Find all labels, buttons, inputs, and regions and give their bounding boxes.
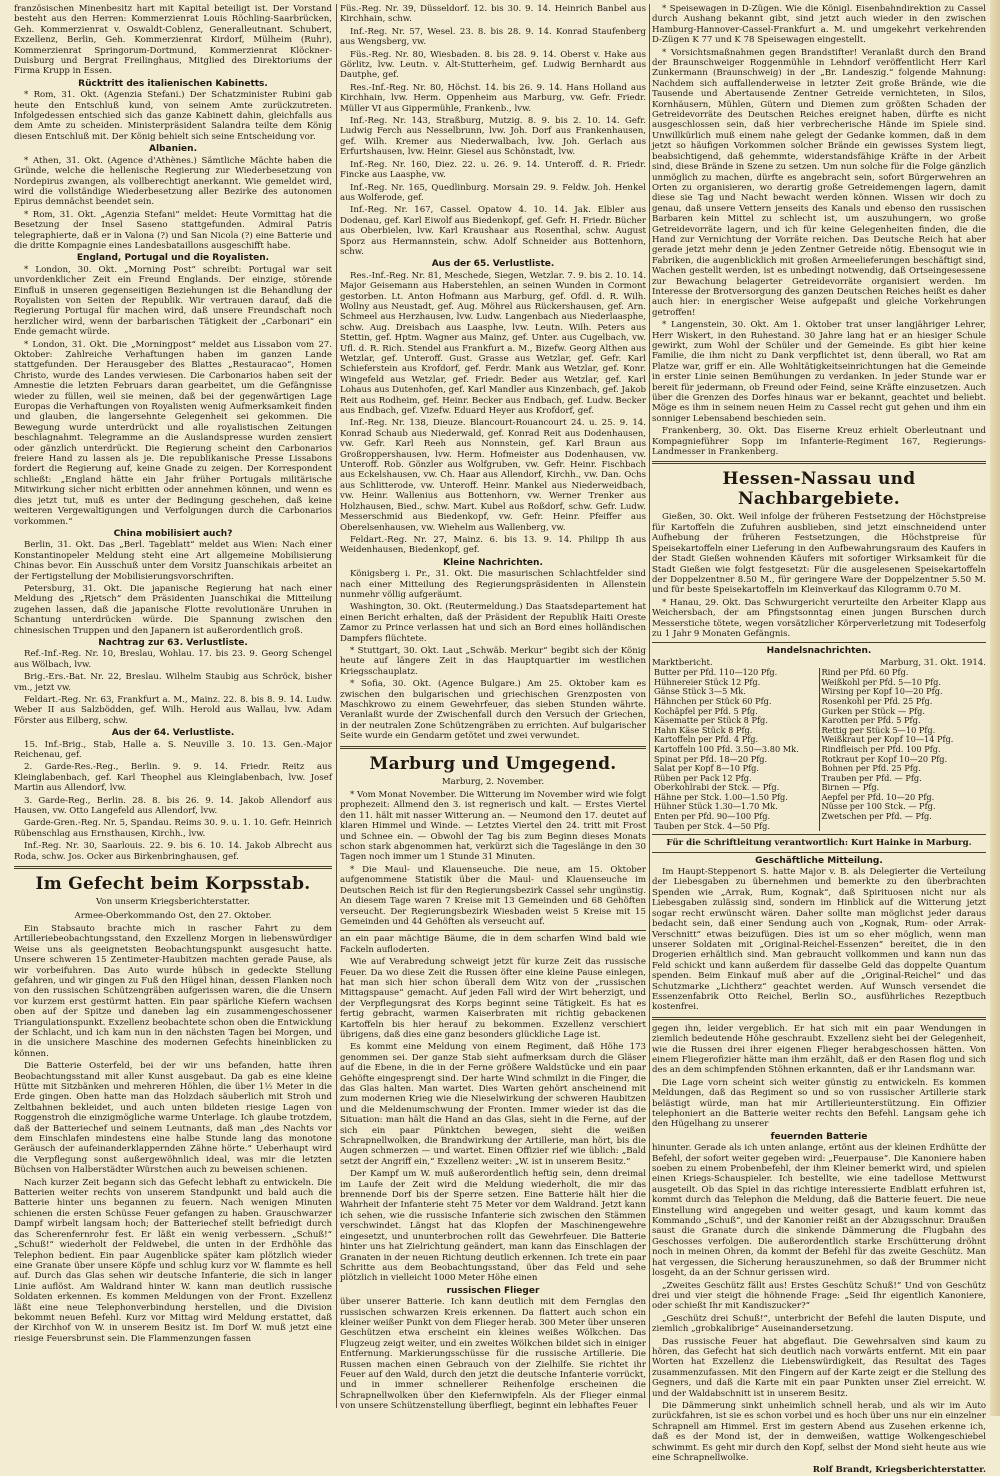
section-headline: Marburg und Umgegend. [369,753,617,774]
paragraph: über unserer Batterie. Ich kann deutlich mit dem Fernglas den russischen schwarzen Kreis erkennen. Da flattert auch schon ein kleiner weißer Punkt von dem Flieger herab. 300 Meter über unseren Geschützen etwa erscheint ein kleines weißes Wölkchen. Das Flugzeug zeigt weiter, und ein zweites Wölkchen bildet sich in einiger Entfernung. Markierungsschüsse für die russische Artillerie. Die Russen machen einen Gebrauch von der Zielhilfe. Sie richtet ihr Feuer auf den Wald, durch den jetzt die deutsche Infanterie vorrückt, und in immer schnellerer Reihenfolge erscheinen die Schrapnellwolken über den Kiefernwipfeln. Als der Flieger einmal von unsere Schützenstellung überfliegt, beginnt ein lebhaftes Feuer [340,1297,646,1412]
divider [14,866,332,869]
editor-note: Für die Schriftleitung verantwortlich: Kurt Hainke in Marburg. [666,838,972,849]
subheading: China mobilisiert auch? [113,528,233,539]
casualty-entry: Brig.-Ers.-Bat. Nr. 22, Breslau. Wilhelm Staubig aus Schröck, bisher vm., jetzt vw. [14,672,332,693]
paragraph: * London, 31. Okt. Die „Morningpost“ meldet aus Lissabon vom 27. Oktober: Zahlreiche Verhaftungen haben im ganzen Lande stattgefunden. Der Herausgeber des Blattes „Restauracao“, Homen Christo, wurde des Landes verwiesen. Die Carbonarios haben seit der Amnestie die letzten Februars daran gearbeitet, um die Gefängnisse wieder zu füllen, weil sie meinen, daß bei der gegenwärtigen Lage Europas die Verhaftungen von Royalisten wenig Aufmerksamkeit finden und glauben, die langersehnte Gelegenheit sei gekommen. Die Bewegung wurde unterdrückt und alle royalistischen Zeitungen beschlagnahmt. Telegramme an die Auslandspresse wurden zensiert oder gänzlich unterdrückt. Die Regierung scheint den Carbonarios freiere Hand zu lassen als je. Die republikanische Presse Lissabons fordert die Regierung auf, keine Gnade zu zeigen. Der Korrespondent schließt: „England hätte ein Jahr früher Portugals militärische Mitwirkung sicher nicht erbitten oder annehmen können, und wenn es dies jetzt tut, muß es unter der Bedingung geschehen, daß keine weiteren Vergewaltigungen und Verfolgungen durch die Carbonarios vorkommen.“ [14,339,332,527]
casualty-entry: Res.-Inf.-Reg. Nr. 80, Höchst. 14. bis 26. 9. 14. Hans Holland aus Kirchhain, lvw. Herm. Oppenheim aus Marburg, vw. Gefr. Friedr. Müller VI aus Gippermühle, Frankenb., lvw. [340,82,646,114]
paragraph: Der Kampf um W. muß außerordentlich heftig sein, denn dreimal im Laufe der Zeit wird die Meldung wiederholt, die mir das brennende Dorf bis der Sperre setzen. Eine Batterie hält hier die Wahrheit der Infanterie steht 75 Meter vor dem Waldrand. Jetzt kann ich sehen, wie die russische Infanterie sich zwischen den Stämmen verschwindet. Längst hat das Klopfen der Maschinengewehre eingesetzt, und ununterbrochen rollt das Gewehrfeuer. Die Batterie hinter uns hat Zielrichtung geändert, man kann das Einschlagen der Granaten in der neuen Richtung deutlich erkennen. Ich trete ein paar Schritte aus dem Beobachtungsstand, über das Feld und sehe plötzlich in vielleicht 1000 Meter Höhe einen [340,1169,646,1284]
casualty-entry: Inf.-Reg. Nr. 138, Dieuze. Blancourt-Rouancourt 24. u. 25. 9. 14. Konrad Schaub aus Niederwald, gef. Konrad Reit aus Dodenhausen, vw. Gefr. Karl Reeh aus Nonnstein, gef. Karl Braun aus Großroppershausen, lvw. Herm. Hofmeister aus Dodenhausen, vw. Unteroff. Rob. Gönzler aus Wolfgruben, vw. Gefr. Heinr. Fischbach aus Eckelshausen, vw. Ch. Haar aus Allendorf, Kirchh., vw. Dan. Ochs aus Schlitterode, vw. Unteroff. Heinr. Mankel aus Niederweidbach, vw. Heinr. Wallenius aus Bottenhorn, vw. Werner Trenker aus Holzhausen, Bied., schw. Mart. Kubel aus Roßdorf, schw. Gefr. Ludw. Messerschmid aus Biedenkopf, vw. Gefr. Heinr. Pfeiffer aus Oberelsenhausen, vw. Wiehelm aus Wallenberg, vw. [340,418,646,533]
market-row: Aepfel per Pfd. 10—20 Pfg. [821,791,935,802]
paragraph: Nach kurzer Zeit begann sich das Gefecht lebhaft zu entwickeln. Die Batterien weiter rechts von unserem Standpunkt und bald auch die Batterie hinter uns begannen zu feuern. Nach wenigen Minuten schienen die ersten Schüsse Feuer gefangen zu haben. Grauschwarzer Dampf wirbelt langsam hoch; der Batteriechef stellt befriedigt durch das Scherenfernrohr fest. Er läßt ein wenig verbessern. „Schuß!“ „Schuß!“ wiederholt der Feldwebel, die unten in der Erdhöhle das Telephon bedient. Ein paar Augenblicke später kam plötzlich wieder eine Granate über unsere Köpfe und schlug kurz vor W. flammte es hell auf. Durch das Glas sehen wir deutsche Infanterie, die sich in langer Linie auflöst. Am Waldrand hinter W. kann man deutlich russische Soldaten erkennen. Es kommen Meldungen von der Front. Exzellenz läßt eine neue Telephonverbindung herstellen, und die Division bekommt neuen Befehl. Kurz vor Mittag wird Meldung erstattet, daß der Kirchhof von W. in unserem Besitz ist. Im Dorf W. muß jetzt eine riesige Feuersbrunst sein. Die Flammenzungen fassen [14,1177,332,1344]
paragraph: Die Batterie Osterfeld, bei der wir uns befanden, hatte ihren Beobachtungsstand mit aller Kunst ausgebaut. Da gab es eine kleine Hütte mit Sitzbänken und mehreren Höhlen, die über 1½ Meter in die Erde gingen. Oben hatte man das Holzdach säuberlich mit Stroh und Zeltbahnen bekleidet, und auch unten bildeten riesige Lagen von Roggenstroh die einzigmögliche warme Unterlage. Ich glaube trotzdem, daß der Batteriechef und seinem Leutnants, daß man „des Nachts vor dem Einschlafen mindestens eine halbe Stunde lang das monotone Geräusch der aufeinanderklappernden Zähne hörte.“ Ueberhaupt wird die Verpflegung sonst außergewöhnlich ideal, was mir die letzten Büchsen von Halberstädter Würstchen auch zu beweisen schienen. [14,1061,332,1176]
paragraph: * Athen, 31. Okt. (Agence d'Athènes.) Sämtliche Mächte haben die Gründe, welche die hellenische Regierung zur Wiederbesetzung von Nordepirus zwangen, als vollberechtigt anerkannt. Wie gemeldet wird, wird die vollständige Wiederbesetzung aller Bezirke des autonomen Epirus demnächst beendet sein. [14,155,332,208]
casualty-entry: Ref.-Inf.-Reg. Nr. 10, Breslau, Wohlau. 17. bis 23. 9. Georg Schengel aus Wölbach, lvw. [14,649,332,670]
paragraph: Königsberg i. Pr., 31. Okt. Die masurischen Schlachtfelder sind nach einer Mitteilung des Regierungspräsidenten in Allenstein nunmehr völlig aufgeräumt. [340,569,646,600]
subheading: Aus der 65. Verlustliste. [431,259,555,270]
subheading: Geschäftliche Mitteilung. [755,855,883,866]
dateline: Marburg, 2. November. [441,776,545,787]
page-edge [990,0,1000,1416]
market-row: Nüsse per 100 Stck. — Pfg. [821,801,936,812]
divider [652,1017,986,1020]
market-row: Birnen — Pfg. [821,782,880,793]
paragraph: Die Dämmerung sinkt unheimlich schnell herab, und als wir im Auto zurückfahren, ist sie es schon vorbei und es hoch über uns nur ein einzelner Schrapnell am Himmel. Erst im gestern Abend aus Zusehen erkenne ich, daß es der Mond ist, der in demweißen, wattige Wolkengeschiebel schwimmt. Es geht mir durch den Kopf, selbst der Mond sieht heute aus wie eine Schrapnellwolke. [652,1400,986,1463]
market-row: Rüben per Pack 12 Pfg. [654,772,752,783]
market-row: Weißkohl per Pfd. 5—10 Pfg. [821,676,941,687]
market-row: Hühner Stück 1.30—1.70 Mk. [654,801,778,812]
paragraph: hinunter. Gerade als ich unten anlange, ertönt aus der kleinen Erdhütte der Befehl, der sofort weiter gegeben wird: „Feuerpause“. Die Kanoniere haben soeben zu einem Probenbefehl, der ihm Kleiner bemerkt wird, und spielen einen Kriegs-Schauspieler. Ich bestellte, wie eine tadellose Mettwurst ausgeteilt. Ob das Spiel in das richtige interessierte Endblatt erfuhren ist, kommt durch das Telephon die Meldung, daß die Batterie feuert. Die neue Einstellung wird angegeben und weiter gesagt, und kaum kommt das Kommando „Schuß“, und der Kanonier reißt an der Abzugsschnur. Draußen saust die Granate durch die sinkende Dämmerung die Flugbahn des Geschosses verfolgen. Die außerordentlich starke Erschütterung dröhnt noch in meinen Ohren, da kommt der Befehl für das zweite Geschütz. Man hat vergessen, die Sicherung herauszunehmen, so daß der Brummer nicht losgeht, da an der Schnur gerissen wird. [652,1143,986,1279]
paragraph: Wie auf Verabredung schweigt jetzt für kurze Zeit das russische Feuer. Da wo diese Zeit die Russen öfter eine kleine Pause einlegen, hat man sich hier schon überall dem Witz von der „russischen Mittagspause“ gemacht. Auf jeden Fall wird der Wirt beherzigt, und der Verpflegungsrat des Korps beginnt seine Tätigkeit. Es hat es fertig gebracht, warmen Kaiserbraten mit richtig gebackenen Kartoffeln bis hier herauf zu bekommen. Exzellenz verschiert übrigens, daß dies eine ganz besonders glückliche Lage ist. [340,957,646,1040]
paragraph: * Rom, 31. Okt. (Agenzia Stefani.) Der Schatzminister Rubini gab heute den Entschluß kund, von seinem Amte zurückzutreten. Infolgedessen entschied sich das ganze Kabinett dahin, gleichfalls aus dem Amte zu scheiden. Ministerpräsident Salandra teilte dem König diesen Entschluß mit. Der König behielt sich seine Entscheidung vor. [14,90,332,142]
market-row: Hähnchen per Stück 60 Pfg. [654,695,772,706]
market-row: Hähne per Stck. 1.00—1.50 Pfg. [654,791,788,802]
casualty-entry: Res.-Inf.-Reg. Nr. 81, Meschede, Siegen, Wetzlar. 7. 9. bis 2. 10. 14. Major Geisemann aus Haberstehlen, an seinen Wunden in Cormont gestorben. Lt. Anton Hofmann aus Marburg, gef. Ofdl. d. R. Wilh. Wollny aus Neustadt, gef. Aug. Möhrel aus Rückershausen, gef. Arn. Schmeel aus Herzhausen, lvw. Ludw. Langenbach aus Niederlaasphe, schw. Aug. Dreisbach aus Laasphe, lvw. Leutn. Wilh. Peters aus Stettin, gef. Hptm. Wagner aus Mainz, gef. Unter. aus Cugelbach, vw. Ufl. d. R. Rich. Stendel aus Frankfurt a. M., Bizefw. Georg Althen aus Wetzlar, gef. Unteroff. Gust. Grasse aus Wetzlar, gef. Gefr. Karl Schieferstein aus Krofdorf, gef. Ferdr. Mank aus Wetzlar, gef. Konr. Wingefeld aus Wetzlar, gef. Friedr. Beder aus Wetzlar, gef. Karl Lohaus aus Dutenhofen, gef. Karl Mandler aus Kinzenbach, gef. Jakob Reit aus Rodheim, gef. Heinr. Becker aus Endbach, gef. Ludw. Becker aus Endbach, gef. Vizefw. Eduard Heyer aus Krofdorf, gef. [340,270,646,417]
section-headline: Hessen-Nassau und Nachbargebiete. [722,469,916,510]
paragraph: * Speisewagen in D-Zügen. Wie die Königl. Eisenbahndirektion zu Cassel durch Aushang bekannt gibt, sind jetzt auch wieder in den zwischen Hamburg-Hannover-Cassel-Frankfurt a. M. und umgekehrt verkehrenden D-Zügen K 77 und K 78 Speisewagen eingestellt. [652,4,986,46]
paragraph: * Die Maul- und Klauenseuche. Die neue, am 15. Oktober aufgenommene Statistik über die Maul- und Klauenseuche im Deutschen Reich ist für den Regierungsbezirk Cassel sehr ungünstig. An diesem Tage waren 7 Kreise mit 13 Gemeinden und 68 Gehöften verseucht. Der Regierungsbezirk Wiesbaden weist 5 Kreise mit 15 Gemeinden und 44 Gehöften als verseucht auf. [340,864,646,927]
paragraph: Berlin, 31. Okt. Das „Berl. Tageblatt“ meldet aus Wien: Nach einer Konstantinopeler Meldung steht eine Art allgemeine Mobilisierung Chinas bevor. Ein Ausschuß unter dem Vorsitz Juanschikais arbeitet an der Fertigstellung der Mobilisierungsvorschriften. [14,540,332,582]
casualty-entry: Inf.-Reg. Nr. 143, Straßburg, Mutzig. 8. 9. bis 2. 10. 14. Gefr. Ludwig Ferch aus Nesselbrunn, lvw. Joh. Dorf aus Frankenhausen, gef. Wilh. Kremer aus Niederwalbach, lvw. Joh. Gerlach aus Erfurtshausen, lvw. Heinr. Giesel aus Schönstadt, lvw. [340,116,646,158]
column-rule [336,4,337,1408]
paragraph: Gießen, 30. Okt. Weil infolge der früheren Festsetzung der Höchstpreise für Kartoffeln die Zufuhren ausblieben, sind jetzt einschneidend unter Aufhebung der früheren Festsetzungen, die Höchstpreise für Speisekartoffeln einer Lieferung in den Aufbewahrungsraum des Kaufers in der Stadt Gießen wohnenden Käufers mit sofortiger Wirksamkeit für die Stadt Gießen wie folgt festgesetzt: Für die ausgelesenen Speisekartoffeln der Doppelzentner 8.50 M., für geringere Ware der Doppelzentner 5.50 M. und für beste Speisekartoffeln im Kleinverkauf das Kilogramm 0.70 M. [652,512,986,596]
subheading: Rücktritt des italienischen Kabinetts. [78,78,268,89]
paragraph: Ein Stabsauto brachte mich in rascher Fahrt zu dem Artilleriebeobachtungsstand, den Exzellenz Morgen in liebenswürdiger Weise uns als geeignetsten Beobachtungspunkt ausgesucht hatte. Unsere schweren 15 Zentimeter-Haubitzen machten gerade Pause, als wir vorbeifuhren. Das Auto wurde hübsch in gedeckte Stellung gefahren, und wir gingen zu Fuß den Hügel hinan, dessen Flanken noch von den russischen Schützengräben aufgerissen waren, die die Unsern vor kurzem erst gestürmt hatten. Ein paar spärliche Kiefern wachsen oben auf der Spitze und daneben lag ein zusammengeschossener Triangulationspunkt. Exzellenz beobachtete schon oben die Entwicklung der Schlacht, und ich kam nun in den nächsten Tagen bei Morgen, und in die unsichere Maschine des modernen Gefechts hineinblicken zu können. [14,923,332,1059]
market-row: Enten per Pfd. 90—100 Pfg. [654,811,771,822]
byline: Von unserm Kriegsberichterstatter. [96,897,250,908]
divider [340,746,646,749]
subheading: Kleine Nachrichten. [443,557,543,568]
signature: Rolf Brandt, Kriegsberichterstatter. [812,1465,986,1476]
market-row: Wirsing per Kopf 10—20 Pfg. [821,686,943,697]
market-column-right [819,668,986,831]
paragraph: gegen ihn, leider vergeblich. Er hat sich mit ein paar Wendungen in ziemlich bedeutende Höhe geschraubt. Exzellenz sieht bei der Gelegenheit, wie die Russen drei ihrer eigenen Flieger herabgeschossen hätten. Von einem Fliegerofizier hätte man ihm erzählt, daß er den Rasen flog und sich des an dem schimpfenden Stöhnen erkannten, daß er ihr Landsmann war. [652,1023,986,1076]
market-title: Marktbericht. [652,657,713,668]
market-row: Kartoffeln per Pfd. 4 Pfg. [654,734,759,745]
subheading: russischen Flieger [446,1285,540,1296]
market-row: Trauben per Pfd. — Pfg. [821,772,922,783]
market-row: Kartoffeln 100 Pfd. 3.50—3.80 Mk. [654,743,799,754]
casualty-entry: Feldart.-Reg. Nr. 63, Frankfurt a. M., Mainz. 22. 8. bis 8. 9. 14. Ludw. Weber II aus Salzbödden, gef. Wilh. Herold aus Wallau, lvw. Adam Förster aus Eilberg, schw. [14,695,332,726]
subheading: feuernden Batterie [770,1131,868,1142]
divider [652,461,986,464]
casualty-entry: 15. Inf.-Brig., Stab, Halle a. S. Neuville 3. 10. 13. Gen.-Major Reichenau, gef. [14,739,332,761]
paragraph: * Hanau, 29. Okt. Das Schwurgericht verurteilte den Arbeiter Klapp aus Weichersbach, der am Pfingstsonntag einen jungen Burschen durch Messerstiche tötete, wegen vorsätzlicher Körperverletzung mit Todeserfolg zu 1 Jahr 9 Monaten Gefängnis. [652,597,986,639]
advertisement: Im Haupt-Steppenort S. hatte Major v. B. als Delegierter die Verteilung der Liebesgaben zu übernehmen und bemerkte zu den überbrachten Spenden wie „Arrak, Rum, Kognak“, daß Spirituosen nicht nur als Liebesgaben zulässig sind, sondern im Hinblick auf die Witterung jetzt sogar recht erwünscht wären. Daher sollte man möglichst jeder daraus bedacht sein, daß einer Sendung auch von „Kognak, Rum- oder Arrak-Verschnitt“ etwas beizufügen. Dies ist um so eher möglich, wenn man unserer Soldaten mit „Original-Reichel-Essenzen“ bereitet, die in den Drogerien erhältlich sind. Man gebraucht vollkommen und kann nun das Feld schickt und kann außerdem für dasselbe Geld das doppelte Quantum spenden. Beim Einkauf muß aber auf die „Original-Reichel“ und das Schutzmarke „Lichtherz“ geachtet werden. Auf Wunsch versendet die Essenzenfabrik Otto Reichel, Berlin SO., ausführliches Rezeptbuch kostenfrei. [652,867,986,1013]
paragraph: * Rom, 31. Okt. „Agenzia Stefani“ meldet: Heute Vormittag hat die Besetzung der Insel Saseno stattgefunden. Admiral Patris telegraphierte, daß er in Valona (?) und San Nicola (?) eine Batterie und die dritte Kompagnie eines Landesbataillons ausgeschifft habe. [14,209,332,251]
market-row: Tauben per Stck. 4—50 Pfg. [654,820,770,831]
market-row: Weißkraut per Kopf 10—14 Pfg. [821,734,954,745]
paragraph: * Vorsichtsmaßnahmen gegen Brandstifter! Veranlaßt durch den Brand der Braunschweiger Roggenmühle in Lehndorf veröffentlicht Herr Karl Zunkermann (Braunschweig) in der „Br. Landeszig.“ folgende Mahnung: Nachdem sich auffallenderweise in letzter Zeit große Brände, wie die Tausende und Abertausende Zentner Getreide vernichteten, in Silos, Kornhäusern, Mühlen, Gütern und Diemen zum größten Schaden der Getreidevorräte des Deutschen Reiches ereignet haben, dürfte es nicht ausgeschlossen sein, daß hier verbrecherische Hände im Spiele sind. Unwillkürlich muß einem nahe gelegt der Gedanke kommen, daß in dem jetzt so häufigen Vorkommen solcher Brände ein gewisses System liegt, beabsichtigend, daß gehemmte, widerstandsfähige Kräfte in der Arbeit sind, diese Brände in Szene zu setzen. Um nun solche für die Folge gänzlich unmöglich zu machen, dürfte es angebracht sein, sofort Bürgerwehren an Orten zu organisieren, wo derartig große Getreidemengen lagern, damit diese sie Tag und Nacht bewacht werden können. Wissen wir doch zu genau, daß unsere Vettern jenseits des Kanals und ebenso den russischen Barbaren kein Mittel zu schlecht ist, um auszuhungern, wo große Getreidevorräte lagern, und ich für keine Gelegenheiten finden, die die Hand zur Vernichtung der Vorräte reichen. Das Deutsche Reich hat aber gerade jetzt mehr denn je jeden Zentner Getreide nötig. Ebensogut wie in Fabriken, die augenblicklich mit großen Armeelieferungen beschäftigt sind, Wachen gestellt werden, ist es unbedingt notwendig, daß Ortseingesessene zur Bewachung belagerter Getreidevorräte organisiert werden. Im Interesse der Brotversorgung des ganzen Deutschen Reiches heißt es daher auch hier: in energischer Weise aufgepaßt und gleiche Vorkehrungen getroffen! [652,47,986,318]
column-left [14,4,332,1410]
paragraph: Petersburg, 31. Okt. Die japanische Regierung hat nach einer Meldung des „Rjetsch“ dem Präsidenten Juanschikai die Mitteilung zugehen lassen, daß die japanische Flotte revolutionäre Unruhen in Schantung unterdrücken würde. Die Spannung zwischen den chinesischen Truppen und den Japanern ist außerordentlich groß. [14,583,332,636]
market-row: Kochäpfel per Pfd. 5 Pfg. [654,705,758,716]
market-row: Rettig per Stück 5—10 Pfg. [821,724,936,735]
paragraph: „Geschütz drei Schuß!“, unterbricht der Befehl die lauten Dispute, und ziemlich „grobkalibrige“ Auseinandersetzung. [652,1313,986,1335]
market-row: Karotten per Pfd. 5 Pfg. [821,715,921,726]
paragraph: * Langenstein, 30. Okt. Am 1. Oktober trat unser langjähriger Lehrer, Herr Wiskert, in den Ruhestand. 30 Jahre lang hat er an hiesiger Schule gewirkt, zum Wohl der Schüler und der Gemeinde. Es gibt hier keine Familie, die ihm nicht zu Dank verpflichtet ist, denn überall, wo Rat am Platze war, griff er ein. Alle Wohltätigkeitseinrichtungen hat die Gemeinde in erster Linie seinen Bemühungen zu verdanken. In jeder Stunde war er bereit für jedermann, ob Freund oder Feind, seine Kräfte einzusetzen. Auch über die Grenzen des Dorfes hinaus war er bekannt, geachtet und beliebt. Möge es ihm in seinem neuen Heim zu Cassel recht gut gehen und ihm ein sonniger Lebensabend beschieden sein. [652,320,986,424]
casualty-entry: Inf.-Reg. Nr. 30, Saarlouis. 22. 9. bis 6. 10. 14. Jakob Albrecht aus Roda, schw. Jos. Ocker aus Birkenbringhausen, gef. [14,841,332,862]
market-row: Hahn Käse Stück 8 Pfg. [654,724,753,735]
paragraph: französischen Minenbesitz hart mit Kapital beteiligt ist. Der Vorstand besteht aus den Herren: Kommerzienrat Louis Röchling-Saarbrücken, Geh. Kommerzienrat v. Oswaldt-Coblenz, Generalleutnant. Schubert, Exzellenz, Berlin, Geh. Kommerzienrat Kirdorf, Mülheim (Ruhr), Kommerzienrat Springorum-Dortmund, Kommerzienrat Klöckner-Duisburg und Bergrat Freilinghaus, Mitglied des Direktoriums der Firma Krupp in Essen. [14,4,332,77]
paragraph: Es kommt eine Meldung von einem Regiment, daß Höhe 173 genommen sei. Der ganze Stab sieht aufmerksam durch die Gläser auf die Ebene, in die in der Ferne größere Waldstücke und ein paar Gehöfte eingesprengt sind. Der harte Wind schmilzt in die Finger, die das Glas halten. Man wartet. Dies Warten gehört anscheinend mit zum modernen Krieg wie die Nieselwirkung der schweren Haubitzen und die Meldenumschwung der Fronten. Immer wieder ist das die Situation: man hält die Hand an das Glas, sieht in die Ferne, auf der sich ein paar Pünktchen bewegen, sieht die weißen Schrapnellwolken, die Brandwirkung der Artillerie, man hört, bis die Augen schmerzen — und wartet. Einen Offizier rief wie üblich: „Bald setzt der Angriff ein,“ Exzellenz weiter: „W. ist in unserem Besitz.“ [340,1042,646,1167]
divider [652,642,986,643]
subheading: Handelsnachrichten. [766,646,872,657]
market-row: Oberkohlrabi der Stck. — Pfg. [654,782,780,793]
paragraph: „Zweites Geschütz fällt aus! Erstes Geschütz Schuß!“ Und von Geschütz drei und vier steigt die höhnende Frage: „Seid Ihr eigentlich Kanoniere, oder schießt Ihr mit Kandiszucker?“ [652,1280,986,1312]
paragraph: Frankenberg, 30. Okt. Das Eiserne Kreuz erhielt Oberleutnant und Kompagnieführer Sopp im Infanterie-Regiment 167, Regierungs-Landmesser in Frankenberg. [652,426,986,458]
paragraph: * London, 30. Okt. „Morning Post“ schreibt: Portugal war seit unvordenklicher Zeit ein Freund Englands. Der einzige, störende Einfluß in unseren gegenseitigen Beziehungen ist die Behandlung der Royalisten von Seiten der Republik. Wir vertrauen darauf, daß die Regierung Portugal für machen wird, daß unsere Freundschaft noch herzlicher wird, wenn der barbarischen Tätigkeit der „Carbonari“ ein Ende gemacht würde. [14,264,332,338]
market-row: Bohnen per Pfd. 25 Pfg. [821,763,921,774]
market-row: Käsematte per Stück 8 Pfg. [654,715,768,726]
market-row: Rotkraut per Kopf 10—20 Pfg. [821,753,948,764]
market-row: Gänse Stück 3—5 Mk. [654,686,746,697]
article-headline: Im Gefecht beim Korpsstab. [35,874,311,895]
paragraph: an ein paar mächtige Bäume, die in dem scharfen Wind bald wie Fackeln aufloderten. [340,934,646,955]
market-row: Salat per Kopf 8—10 Pfg. [654,763,759,774]
divider [652,852,986,853]
market-row: Rind per Pfd. 60 Pfg. [821,667,909,678]
market-column-left [652,668,819,831]
casualty-entry: Inf.-Reg. Nr. 167, Cassel. Opatow 4. 10. 14. Jak. Elbler aus Dodenau, gef. Karl Eiwolf aus Biedenkopf, gef. Gefr. H. Friedr. Bücher aus Oberbielen, lvw. Karl Kraushaar aus Rosenthal, schw. August Sporz aus Hermannstein, schw. Adolf Schneider aus Bottenhorn, schw. [340,205,646,257]
casualty-entry: Füs.-Reg. Nr. 80, Wiesbaden. 8. bis 28. 9. 14. Oberst v. Hake aus Görlitz, lvw. Leutn. v. Alt-Stutterheim, gef. Ludwig Bernhardt aus Dautphe, gef. [340,49,646,81]
subheading: England, Portugal und die Royalisten. [76,253,270,264]
casualty-entry: Garde-Gren.-Reg. Nr. 5, Spandau. Reims 30. 9. u. 1. 10. Gefr. Heinrich Rübenschlag aus Ernsthausen, Kirchh., lvw. [14,818,332,839]
market-table [652,668,986,831]
paragraph: Washington, 30. Okt. (Reutermeldung.) Das Staatsdepartement hat einen Bericht erhalten, daß der Präsident der Republik Haiti Oreste Zamor zu Prince verlassen hat und sich an Bord eines holländischen Dampfers flüchtete. [340,602,646,644]
casualty-entry: Inf.-Reg. Nr. 57, Wesel. 23. 8. bis 28. 9. 14. Konrad Staufenberg aus Wengsberg, vw. [340,26,646,48]
casualty-entry: Inf.-Reg. Nr. 165, Quedlinburg. Morsain 29. 9. Feldw. Joh. Henkel aus Wolferode, gef. [340,182,646,203]
market-row: Rosenkohl per Pfd. 25 Pfg. [821,695,933,706]
dateline: Armee-Oberkommando Ost, den 27. Oktober. [74,910,272,921]
market-row: Zwetschen per Pfd. — Pfg. [821,811,932,822]
market-row: Butter per Pfd. 110—120 Pfg. [654,667,778,678]
paragraph: Die Lage vorn scheint sich weiter günstig zu entwickeln. Es kommen Meldungen, daß das Regiment so und so von russischer Artillerie stark belästigt würde, man hat mir Artillerieunterstützung. Ein Offizier telephoniert an die Batterie weiter rechts den Befehl. Langsam gehe ich den Hügelhang zu unserer [652,1077,986,1130]
divider [652,834,986,835]
column-right [652,4,986,1476]
divider [340,930,646,931]
market-row: Spinat per Pfd. 18—20 Pfg. [654,753,768,764]
paragraph: * Vom Monat November. Die Witterung im November wird wie folgt prophezeit: Allmend den 3. ist regnerisch und kalt. — Erstes Viertel den 11. hält mit nasser Witterung an. — Neumond den 17. deutet auf klaren Himmel und Winde. — Letztes Viertel den 24. tritt mit Frost und Schnee ein. — Obwohl der Tag bis zum Beginn dieses Monats schon stark abgenommen hat, verkürzt sich die Tageslänge in den 30 Tagen noch immer um 1 Stunde 31 Minuten. [340,790,646,863]
casualty-entry: 2. Garde-Res.-Reg., Berlin. 9. 9. 14. Friedr. Reitz aus Kleinglabenbach, gef. Karl Theophel aus Kleinglabenbach, lvw. Josef Martin aus Allendorf, lvw. [14,762,332,794]
subheading: Albanien. [149,144,197,155]
column-rule [649,4,650,1408]
market-row: Gurken per Stück — Pfg. [821,705,926,716]
paragraph: * Stuttgart, 30. Okt. Laut „Schwäb. Merkur“ begibt sich der König heute auf längere Zeit in das Hauptquartier im westlichen Kriegsschauplatz. [340,645,646,677]
market-row: Rindfleisch per Pfd. 100 Pfg. [821,743,941,754]
column-middle [340,4,646,1410]
casualty-entry: 3. Garde-Reg., Berlin. 28. 8. bis 26. 9. 14. Jakob Allendorf aus Hausen, vw. Otto Langefeld aus Allendorf, lvw. [14,795,332,817]
casualty-entry: Feldart.-Reg. Nr. 27, Mainz. 6. bis 13. 9. 14. Philipp Ih aus Weidenhausen, Biedenkopf, gef. [340,534,646,556]
casualty-entry: Füs.-Reg. Nr. 39, Düsseldorf. 12. bis 30. 9. 14. Heinrich Banbel aus Kirchhain, schw. [340,4,646,25]
paragraph: * Sofia, 30. Okt. (Agence Bulgare.) Am 25. Oktober kam es zwischen den bulgarischen und griechischen Grenzposten von Maschkrowo zu einem Gewehrfeuer, das sieben Stunden währte. Veranlaßt wurde der Zwischenfall durch den Versuch der Griechen, in der neutralen Zone Schützengräben zu errichten. Auf bulgarischer Seite wurde ein Gendarm getötet und zwei verwundet. [340,679,646,742]
casualty-entry: Inf.-Reg. Nr. 160, Diez. 22. u. 26. 9. 14. Unteroff. d. R. Friedr. Fincke aus Laasphe, vw. [340,159,646,181]
paragraph: Das russische Feuer hat abgeflaut. Die Gewehrsalven sind kaum zu hören, das Gefecht hat sich deutlich nach vorwärts entfernt. Mit ein paar Worten hat Exzellenz die Liebenswürdigkeit, das Resultat des Tages zusammenzufassen. Mit den Fingern auf der Karte zeigt er die Stellung des Gegners, und daß die Karte mit ein paar Punkten unser Ziel erreicht. W. und der Waldabschnitt ist in unserem Besitz. [652,1336,986,1399]
market-date: Marburg, 31. Okt. 1914. [879,657,986,668]
market-row: Hühnereier Stück 12 Pfg. [654,676,761,687]
subheading: Aus der 64. Verlustliste. [111,728,235,739]
subheading: Nachtrag zur 63. Verlustliste. [98,637,248,648]
